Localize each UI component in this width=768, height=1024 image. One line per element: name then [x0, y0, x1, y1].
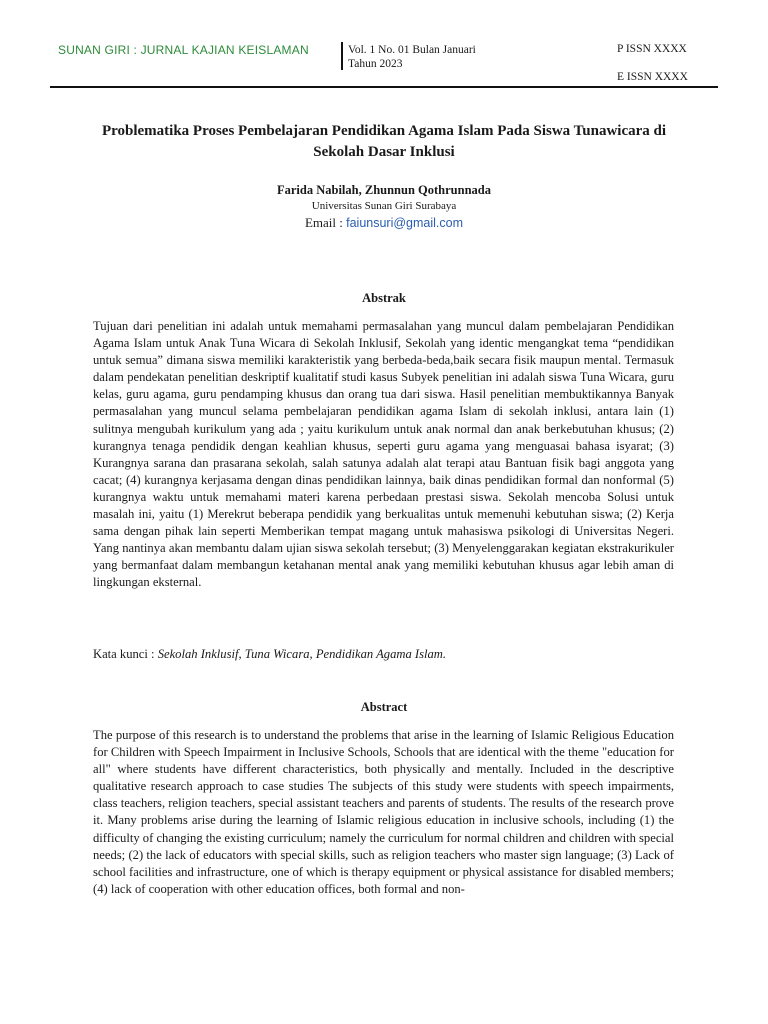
abstrak-heading: Abstrak — [362, 291, 406, 305]
article-title: Problematika Proses Pembelajaran Pendidikan Agama Islam Pada Siswa Tunawicara di Sekolah Dasar Inklusi — [101, 123, 667, 160]
e-issn: E ISSN XXXX — [617, 71, 688, 83]
volume-line-1: Vol. 1 No. 01 Bulan Januari — [348, 44, 476, 56]
volume-line-2: Tahun 2023 — [348, 58, 403, 70]
email-link[interactable]: faiunsuri@gmail.com — [346, 216, 464, 230]
journal-name: SUNAN GIRI : JURNAL KAJIAN KEISLAMAN — [58, 43, 309, 57]
authors: Farida Nabilah, Zhunnun Qothrunnada — [277, 183, 491, 197]
volume-info — [348, 43, 518, 71]
keywords — [93, 647, 674, 662]
abstract-text: The purpose of this research is to understand the problems that arise in the learning of Islamic Religious Education for Children with Speech Impairment in Inclusive Schools, Schools that are identical with the theme "education for all" where students have different characteristics, both physically and mentally. Included in the descriptive qualitative research approach to case studies The subjects of this study were students with speech impairments, class teachers, religion teachers, special assistant teachers and parents of students. The results of the research prove it. Many problems arise during the learning of Islamic religious education in inclusive schools, including (1) the difficulty of changing the existing curriculum; namely the curriculum for normal children and children with special needs; (2) the lack of educators with special skills, such as religion teachers who master sign language; (3) Lack of school facilities and infrastructure, one of which is therapy equipment or physical assistance for disabled members; (4) lack of cooperation with other education offices, both formal and non- — [93, 728, 674, 896]
keywords-label: Kata kunci : — [93, 647, 158, 661]
header-divider — [341, 42, 343, 70]
header-rule — [50, 86, 718, 88]
email-label: Email : — [304, 215, 347, 230]
keywords-values: Sekolah Inklusif, Tuna Wicara, Pendidikan Agama Islam. — [157, 647, 447, 661]
abstract-heading: Abstract — [360, 700, 408, 714]
p-issn: P ISSN XXXX — [617, 43, 687, 55]
affiliation: Universitas Sunan Giri Surabaya — [311, 200, 457, 212]
abstrak-text: Tujuan dari penelitian ini adalah untuk memahami permasalahan yang muncul dalam pembelajaran Pendidikan Agama Islam untuk Anak Tuna Wicara di Sekolah Inklusif, Sekolah yang identic mengangkat tema “pendidikan untuk semua” dimana siswa memiliki karakteristik yang berbeda-beda,baik secara fisik maupun mental. Termasuk dalam pendekatan penelitian deskriptif kualitatif studi kasus Subyek penelitian ini adalah siswa Tuna Wicara, guru kelas, guru agama, guru pendamping khusus dan orang tua dari siswa. Hasil penelitian membuktikannya Banyak permasalahan yang muncul selama pembelajaran pendidikan agama Islam di sekolah inklusi, antara lain (1) sulitnya mengubah kurikulum yang ada ; yaitu kurikulum untuk anak normal dan anak berkebutuhan khusus; (2) kurangnya tenaga pendidik dengan keahlian khusus, seperti guru agama yang menguasai bahasa isyarat; (3) Kurangnya sarana dan prasarana sekolah, salah satunya adalah alat terapi atau Bantuan fisik bagi anggota yang cacat; (4) kurangnya kerjasama dengan dinas pendidikan lainnya, baik dinas pendidikan formal dan nonformal (5) kurangnya waktu untuk memahami materi karena perbedaan prestasi siswa. Sekolah mencoba Solusi untuk masalah ini, yaitu (1) Merekrut beberapa pendidik yang berkualitas untuk memenuhi kebutuhan siswa; (2) Kerja sama dengan pihak lain seperti Memberikan tempat magang untuk mahasiswa psikologi di Universitas Negeri. Yang nantinya akan membantu dalam ujian siswa sekolah tersebut; (3) Menyelenggarakan kegiatan ekstrakurikuler yang bermanfaat dalam membangun ketahanan mental anak yang memiliki kebutuhan khusus agar lebih aman di lingkungan eksternal. — [93, 319, 674, 590]
email-row — [80, 215, 688, 231]
